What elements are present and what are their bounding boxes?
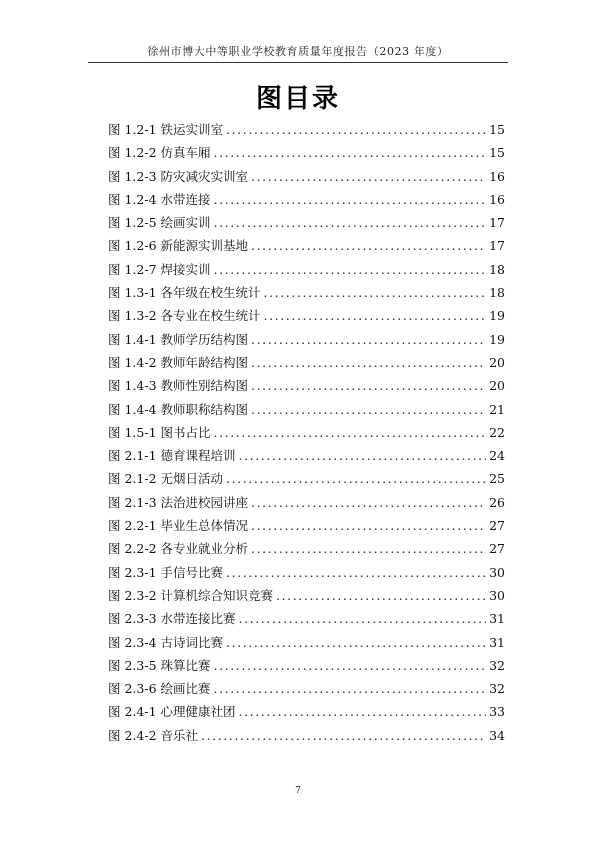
- toc-entry-page: 32: [489, 681, 505, 697]
- toc-entry[interactable]: [108, 469, 505, 492]
- toc-entry-page: 15: [489, 122, 505, 137]
- dot-leader: [214, 145, 487, 160]
- toc-entry-label: 图 2.3-3 水带连接比赛: [108, 611, 236, 627]
- toc-entry-label: 图 1.4-1 教师学历结构图: [108, 331, 249, 347]
- toc-entry[interactable]: [108, 260, 505, 283]
- dot-leader: [214, 658, 487, 673]
- dot-leader: [251, 378, 486, 393]
- dot-leader: [226, 565, 486, 580]
- toc-entry-label: 图 1.4-4 教师职称结构图: [108, 401, 249, 417]
- toc-entry[interactable]: [108, 283, 505, 306]
- toc-entry-label: 图 1.2-6 新能源实训基地: [108, 238, 249, 254]
- toc-entry-label: 图 2.3-1 手信号比赛: [108, 564, 224, 580]
- toc-entry[interactable]: [108, 679, 505, 702]
- toc-entry[interactable]: [108, 633, 505, 656]
- toc-entry-label: 图 1.3-2 各专业在校生统计: [108, 308, 261, 324]
- page-title: 图目录: [255, 84, 340, 114]
- toc-entry[interactable]: [108, 493, 505, 516]
- toc-entry-page: 18: [489, 261, 505, 277]
- dot-leader: [214, 425, 487, 440]
- toc-entry-page: 16: [489, 191, 505, 207]
- toc-entry-label: 图 1.5-1 图书占比: [108, 424, 211, 440]
- dot-leader: [251, 518, 486, 533]
- toc-entry-label: 图 1.4-2 教师年龄结构图: [108, 354, 249, 370]
- toc-entry-page: 19: [489, 308, 505, 324]
- toc-entry-page: 16: [489, 168, 505, 184]
- toc-entry[interactable]: [108, 563, 505, 586]
- toc-entry-page: 17: [489, 215, 505, 231]
- toc-entry-label: 图 2.2-1 毕业生总体情况: [108, 518, 249, 534]
- page-number: 7: [295, 786, 301, 796]
- toc-entry-label: 图 2.3-2 计算机综合知识竞赛: [108, 587, 274, 603]
- toc-entry-label: 图 1.2-2 仿真车厢: [108, 145, 211, 161]
- dot-leader: [214, 215, 487, 230]
- dot-leader: [214, 681, 487, 696]
- toc-entry[interactable]: [108, 609, 505, 632]
- toc-entry[interactable]: [108, 702, 505, 725]
- toc-entry-page: 22: [489, 424, 505, 440]
- toc-entry-page: 34: [489, 727, 505, 743]
- toc-entry-label: 图 2.3-5 珠算比赛: [108, 657, 211, 673]
- toc-entry[interactable]: [108, 236, 505, 259]
- toc-entry-page: 33: [489, 704, 505, 720]
- toc-entry[interactable]: [108, 213, 505, 236]
- toc-entry[interactable]: [108, 120, 505, 143]
- toc-entry-label: 图 1.2-3 防灾减灾实训室: [108, 168, 249, 184]
- dot-leader: [239, 611, 487, 626]
- toc-entry-page: 31: [489, 611, 505, 627]
- toc-entry[interactable]: [108, 516, 505, 539]
- figure-list: [108, 120, 505, 749]
- toc-entry-page: 20: [489, 378, 505, 394]
- toc-entry-page: 20: [489, 354, 505, 370]
- dot-leader: [251, 402, 486, 417]
- toc-entry[interactable]: [108, 330, 505, 353]
- toc-entry-label: 图 1.4-3 教师性别结构图: [108, 378, 249, 394]
- dot-leader: [239, 448, 487, 463]
- toc-entry-page: 19: [489, 331, 505, 347]
- dot-leader: [214, 192, 487, 207]
- toc-entry-page: 32: [489, 657, 505, 673]
- toc-entry-label: 图 1.2-1 铁运实训室: [108, 122, 224, 137]
- dot-leader: [201, 728, 486, 743]
- running-header: 徐州市博大中等职业学校教育质量年度报告（2023 年度）: [147, 45, 449, 58]
- toc-entry-label: 图 2.3-6 绘画比赛: [108, 681, 211, 697]
- toc-entry-page: 27: [489, 518, 505, 534]
- toc-entry[interactable]: [108, 190, 505, 213]
- dot-leader: [214, 262, 487, 277]
- toc-entry-page: 25: [489, 471, 505, 487]
- dot-leader: [251, 332, 486, 347]
- toc-entry-label: 图 2.3-4 古诗词比赛: [108, 634, 224, 650]
- toc-entry-label: 图 2.1-2 无烟日活动: [108, 471, 224, 487]
- dot-leader: [264, 308, 487, 323]
- dot-leader: [251, 495, 486, 510]
- toc-entry-page: 30: [489, 564, 505, 580]
- dot-leader: [226, 122, 486, 137]
- toc-entry-label: 图 2.4-2 音乐社: [108, 727, 199, 743]
- toc-entry-label: 图 2.1-3 法治进校园讲座: [108, 494, 249, 510]
- toc-entry[interactable]: [108, 353, 505, 376]
- toc-entry[interactable]: [108, 376, 505, 399]
- toc-entry[interactable]: [108, 539, 505, 562]
- toc-entry[interactable]: [108, 446, 505, 469]
- toc-entry[interactable]: [108, 167, 505, 190]
- dot-leader: [264, 285, 487, 300]
- dot-leader: [251, 355, 486, 370]
- toc-entry-label: 图 1.3-1 各年级在校生统计: [108, 285, 261, 301]
- toc-entry[interactable]: [108, 586, 505, 609]
- toc-entry-page: 26: [489, 494, 505, 510]
- toc-entry-label: 图 2.2-2 各专业就业分析: [108, 541, 249, 557]
- toc-entry[interactable]: [108, 306, 505, 329]
- toc-entry-page: 31: [489, 634, 505, 650]
- toc-entry-page: 18: [489, 285, 505, 301]
- dot-leader: [239, 704, 487, 719]
- toc-entry-page: 27: [489, 541, 505, 557]
- toc-entry-label: 图 1.2-5 绘画实训: [108, 215, 211, 231]
- toc-entry-page: 17: [489, 238, 505, 254]
- header-rule: [88, 62, 508, 63]
- toc-entry[interactable]: [108, 656, 505, 679]
- toc-entry-page: 24: [489, 448, 505, 464]
- toc-entry-page: 30: [489, 587, 505, 603]
- toc-entry[interactable]: [108, 423, 505, 446]
- toc-entry[interactable]: [108, 400, 505, 423]
- dot-leader: [276, 588, 486, 603]
- toc-entry-page: 15: [489, 145, 505, 161]
- toc-entry-label: 图 1.2-4 水带连接: [108, 191, 211, 207]
- toc-entry[interactable]: [108, 726, 505, 749]
- toc-entry-label: 图 2.4-1 心理健康社团: [108, 704, 236, 720]
- dot-leader: [251, 238, 486, 253]
- dot-leader: [226, 635, 486, 650]
- toc-entry-label: 图 2.1-1 德育课程培训: [108, 448, 236, 464]
- dot-leader: [226, 471, 486, 486]
- dot-leader: [251, 541, 486, 556]
- toc-entry[interactable]: [108, 143, 505, 166]
- toc-entry-page: 21: [489, 401, 505, 417]
- toc-entry-label: 图 1.2-7 焊接实训: [108, 261, 211, 277]
- dot-leader: [251, 169, 486, 184]
